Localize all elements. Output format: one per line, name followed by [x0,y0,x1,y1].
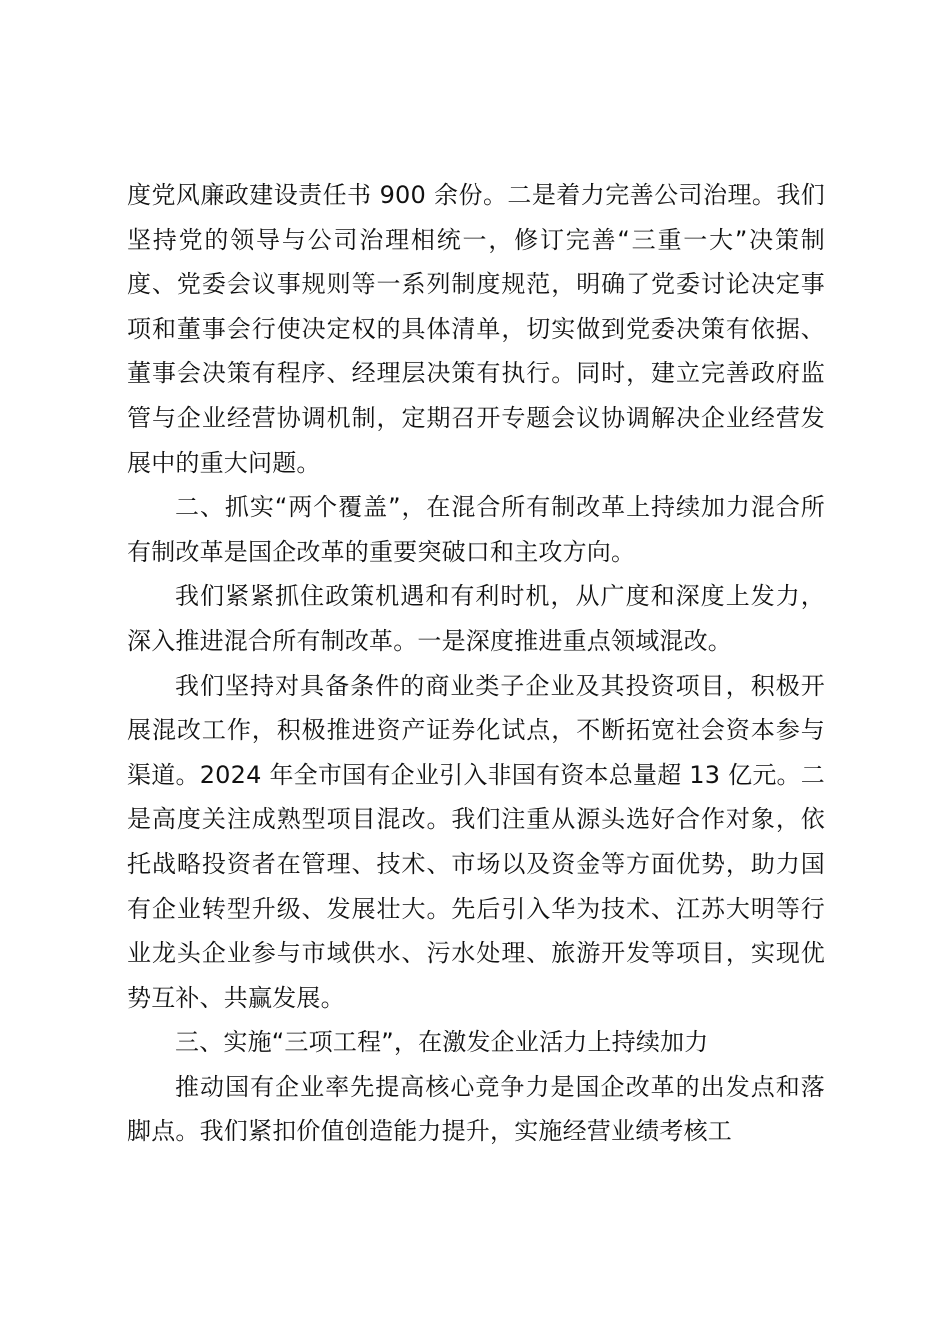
paragraph: 推动国有企业率先提高核心竞争力是国企改革的出发点和落脚点。我们紧扣价值创造能力提升，实施经营业绩考核工 [127,1072,825,1146]
paragraph-continuation: 度党风廉政建设责任书 900 余份。二是着力完善公司治理。我们坚持党的领导与公司治理相统一，修订完善“三重一大”决策制度、党委会议事规则等一系列制度规范，明确了党委讨论决定事项和董事会行使决定权的具体清单，切实做到党委决策有依据、董事会决策有程序、经理层决策有执行。同时，建立完善政府监管与企业经营协调机制，定期召开专题会议协调解决企业经营发展中的重大问题。 [127,181,825,477]
section-heading-three: 三、实施“三项工程”，在激发企业活力上持续加力 [175,1028,709,1057]
paragraph: 我们坚持对具备条件的商业类子企业及其投资项目，积极开展混改工作，积极推进资产证券化试点，不断拓宽社会资本参与渠道。2024 年全市国有企业引入非国有资本总量超 13 亿元。二是高度关注成熟型项目混改。我们注重从源头选好合作对象，依托战略投资者在管理、技术、市场以及资金等方面优势，助力国有企业转型升级、发展壮大。先后引入华为技术、江苏大明等行业龙头企业参与市域供水、污水处理、旅游开发等项目，实现优势互补、共赢发展。 [127,671,825,1012]
paragraph: 我们紧紧抓住政策机遇和有利时机，从广度和深度上发力，深入推进混合所有制改革。一是深度推进重点领域混改。 [127,582,825,655]
document-body [127,173,825,1154]
section-heading-two: 二、抓实“两个覆盖”，在混合所有制改革上持续加力混合所有制改革是国企改革的重要突破口和主攻方向。 [127,493,825,566]
